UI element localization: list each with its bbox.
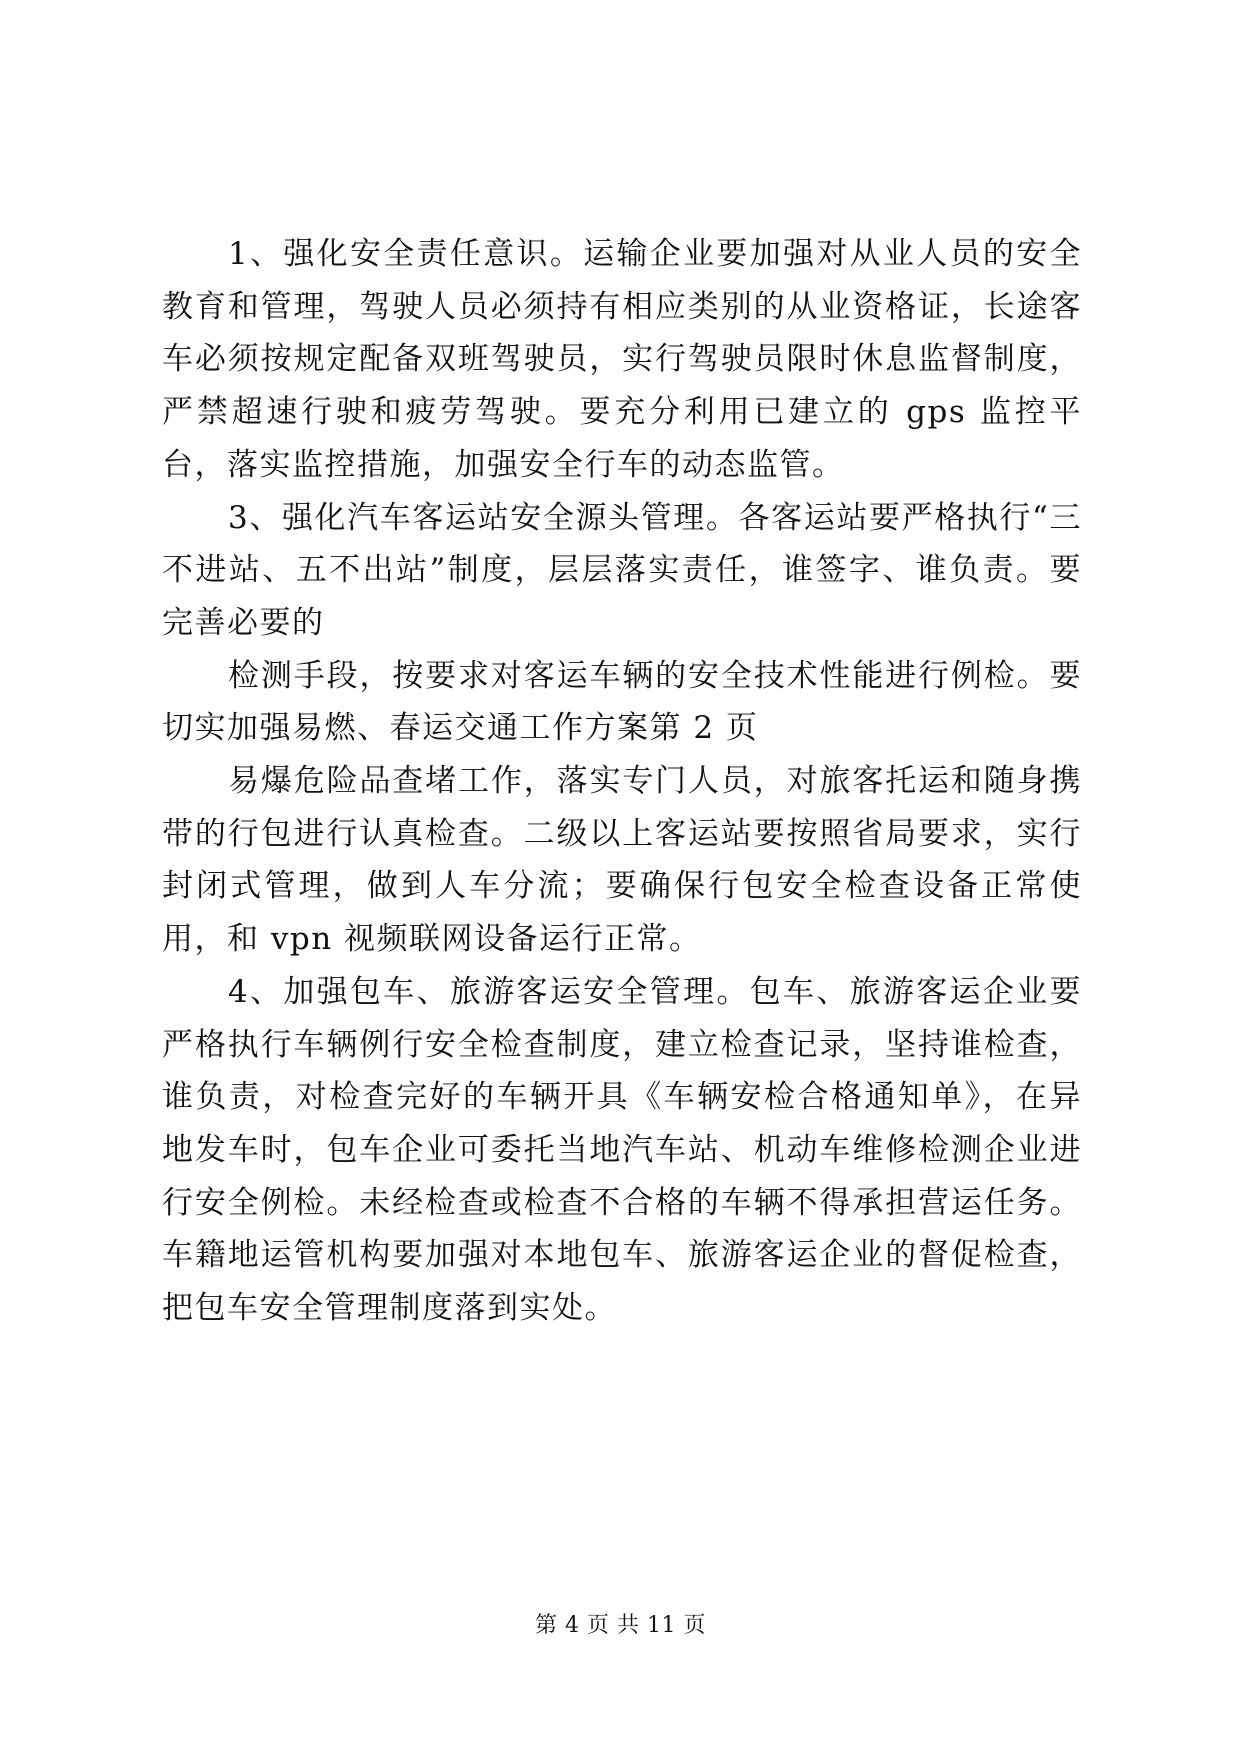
paragraph-4-charter-tourism: 4、加强包车、旅游客运安全管理。包车、旅游客运企业要严格执行车辆例行安全检查制度，建立检查记录，坚持谁检查，谁负责，对检查完好的车辆开具《车辆安检合格通知单》，在异地发车时，包车企业可委托当地汽车站、机动车维修检测企业进行安全例检。未经检查或检查不合格的车辆不得承担营运任务。车籍地运管机构要加强对本地包车、旅游客运企业的督促检查，把包车安全管理制度落到实处。 — [162, 973, 1082, 1327]
paragraph-1-safety-awareness: 1、强化安全责任意识。运输企业要加强对从业人员的安全教育和管理，驾驶人员必须持有相应类别的从业资格证，长途客车必须按规定配备双班驾驶员，实行驾驶员限时休息监督制度，严禁超速行驶和疲劳驾驶。要充分利用已建立的 gps 监控平台，落实监控措施，加强安全行车的动态监管。 — [162, 236, 1082, 483]
paragraph-hazardous-goods: 易爆危险品查堵工作，落实专门人员，对旅客托运和随身携带的行包进行认真检查。二级以上客运站要按照省局要求，实行封闭式管理，做到人车分流；要确保行包安全检查设备正常使用，和 vpn 视频联网设备运行正常。 — [162, 763, 1082, 958]
page-number-footer: 第 4 页 共 11 页 — [535, 1613, 706, 1638]
paragraph-inspection-methods: 检测手段，按要求对客运车辆的安全技术性能进行例检。要切实加强易燃、春运交通工作方案第 2 页 — [162, 657, 1082, 747]
document-body — [162, 228, 1082, 1335]
paragraph-3-station-management: 3、强化汽车客运站安全源头管理。各客运站要严格执行“三不进站、五不出站”制度，层层落实责任，谁签字、谁负责。要完善必要的 — [162, 499, 1082, 641]
